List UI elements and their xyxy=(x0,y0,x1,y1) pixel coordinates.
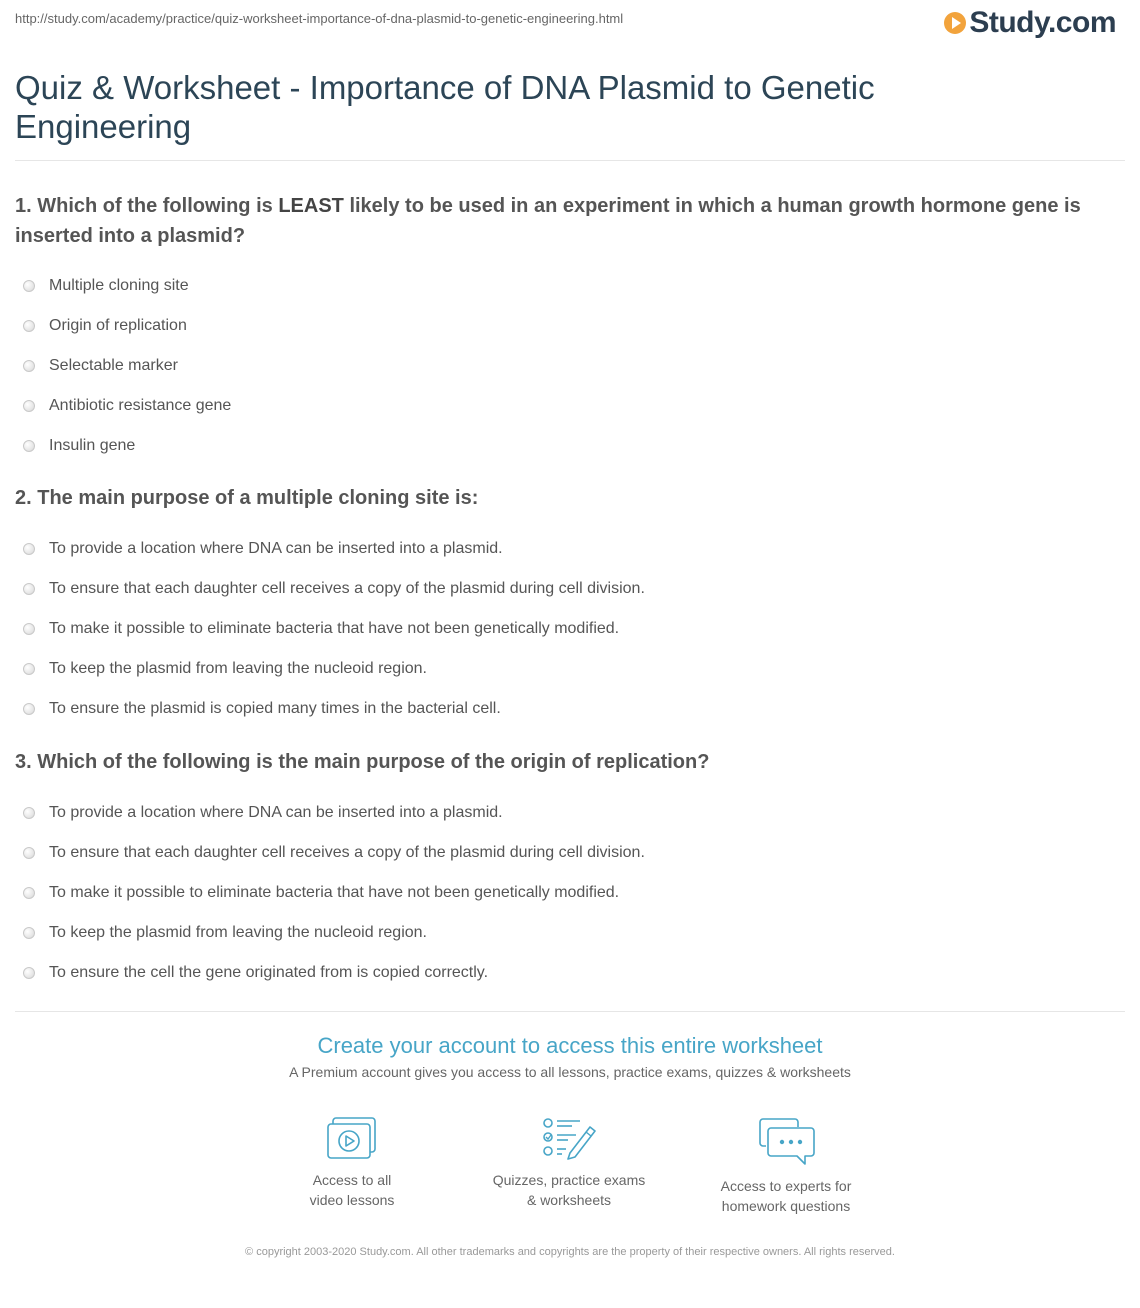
radio-button[interactable] xyxy=(23,623,35,635)
feature-label: Quizzes, practice exams & worksheets xyxy=(492,1172,646,1208)
radio-button[interactable] xyxy=(23,703,35,715)
option-label: Origin of replication xyxy=(49,317,187,334)
radio-button[interactable] xyxy=(23,543,35,555)
question-2-options xyxy=(15,529,1120,729)
option-label: To make it possible to eliminate bacteria that have not been genetically modified. xyxy=(49,884,620,901)
option-label: Antibiotic resistance gene xyxy=(49,397,232,414)
title-divider xyxy=(15,160,1125,161)
answer-option[interactable] xyxy=(15,873,1120,913)
answer-option[interactable] xyxy=(15,953,1120,993)
radio-button[interactable] xyxy=(23,807,35,819)
feature-quizzes xyxy=(479,1115,659,1210)
answer-option[interactable] xyxy=(15,689,1120,729)
option-label: To ensure the cell the gene originated from is copied correctly. xyxy=(49,964,489,981)
option-label: To ensure the plasmid is copied many times in the bacterial cell. xyxy=(49,700,501,717)
option-label: Insulin gene xyxy=(49,437,136,454)
play-circle-icon xyxy=(944,12,966,34)
answer-option[interactable] xyxy=(15,266,1120,306)
question-3-options xyxy=(15,793,1120,993)
answer-option[interactable] xyxy=(15,529,1120,569)
option-label: To provide a location where DNA can be inserted into a plasmid. xyxy=(49,804,503,821)
radio-button[interactable] xyxy=(23,927,35,939)
option-label: To keep the plasmid from leaving the nucleoid region. xyxy=(49,660,427,677)
question-3-text: 3. Which of the following is the main purpose of the origin of replication? xyxy=(15,751,710,773)
option-label: Selectable marker xyxy=(49,357,178,374)
question-2-text: 2. The main purpose of a multiple cloning site is: xyxy=(15,487,479,509)
radio-button[interactable] xyxy=(23,440,35,452)
answer-option[interactable] xyxy=(15,913,1120,953)
option-label: To ensure that each daughter cell receives a copy of the plasmid during cell division. xyxy=(49,580,645,597)
radio-button[interactable] xyxy=(23,583,35,595)
logo-text: Study.com xyxy=(969,6,1116,39)
feature-experts xyxy=(696,1115,876,1216)
feature-label: Access to experts for homework questions xyxy=(720,1178,852,1214)
answer-option[interactable] xyxy=(15,569,1120,609)
question-1-options xyxy=(15,266,1120,466)
cta-subtitle: A Premium account gives you access to all lessons, practice exams, quizzes & worksheets xyxy=(289,1064,851,1080)
option-label: To keep the plasmid from leaving the nucleoid region. xyxy=(49,924,427,941)
answer-option[interactable] xyxy=(15,833,1120,873)
radio-button[interactable] xyxy=(23,360,35,372)
option-label: To provide a location where DNA can be inserted into a plasmid. xyxy=(49,540,503,557)
question-2 xyxy=(15,483,1120,729)
radio-button[interactable] xyxy=(23,400,35,412)
answer-option[interactable] xyxy=(15,649,1120,689)
page-title: Quiz & Worksheet - Importance of DNA Plasmid to Genetic Engineering xyxy=(15,69,875,145)
answer-option[interactable] xyxy=(15,609,1120,649)
cta-divider xyxy=(15,1011,1125,1012)
answer-option[interactable] xyxy=(15,793,1120,833)
question-1 xyxy=(15,191,1120,466)
option-label: To ensure that each daughter cell receives a copy of the plasmid during cell division. xyxy=(49,844,645,861)
feature-label: Access to all video lessons xyxy=(309,1172,395,1208)
page-url: http://study.com/academy/practice/quiz-worksheet-importance-of-dna-plasmid-to-genetic-engineering.html xyxy=(15,11,624,26)
answer-option[interactable] xyxy=(15,346,1120,386)
answer-option[interactable] xyxy=(15,426,1120,466)
answer-option[interactable] xyxy=(15,386,1120,426)
feature-video-lessons xyxy=(262,1115,442,1210)
create-account-link[interactable]: Create your account to access this entire worksheet xyxy=(317,1033,823,1058)
radio-button[interactable] xyxy=(23,320,35,332)
question-1-emphasis: LEAST xyxy=(278,195,344,217)
answer-option[interactable] xyxy=(15,306,1120,346)
option-label: Multiple cloning site xyxy=(49,277,189,294)
quiz-checklist-icon xyxy=(540,1115,598,1161)
video-lessons-icon xyxy=(325,1115,379,1161)
radio-button[interactable] xyxy=(23,887,35,899)
radio-button[interactable] xyxy=(23,967,35,979)
option-label: To make it possible to eliminate bacteria that have not been genetically modified. xyxy=(49,620,620,637)
radio-button[interactable] xyxy=(23,847,35,859)
question-1-text: 1. Which of the following is LEAST likely to be used in an experiment in which a human growth hormone gene is inserted into a plasmid? xyxy=(15,195,1081,247)
copyright-notice: © copyright 2003-2020 Study.com. All other trademarks and copyrights are the property of their respective owners. All rights reserved. xyxy=(245,1246,895,1258)
question-3 xyxy=(15,747,1120,993)
study-logo[interactable] xyxy=(944,6,1116,40)
radio-button[interactable] xyxy=(23,280,35,292)
radio-button[interactable] xyxy=(23,663,35,675)
chat-bubble-icon xyxy=(753,1115,819,1167)
